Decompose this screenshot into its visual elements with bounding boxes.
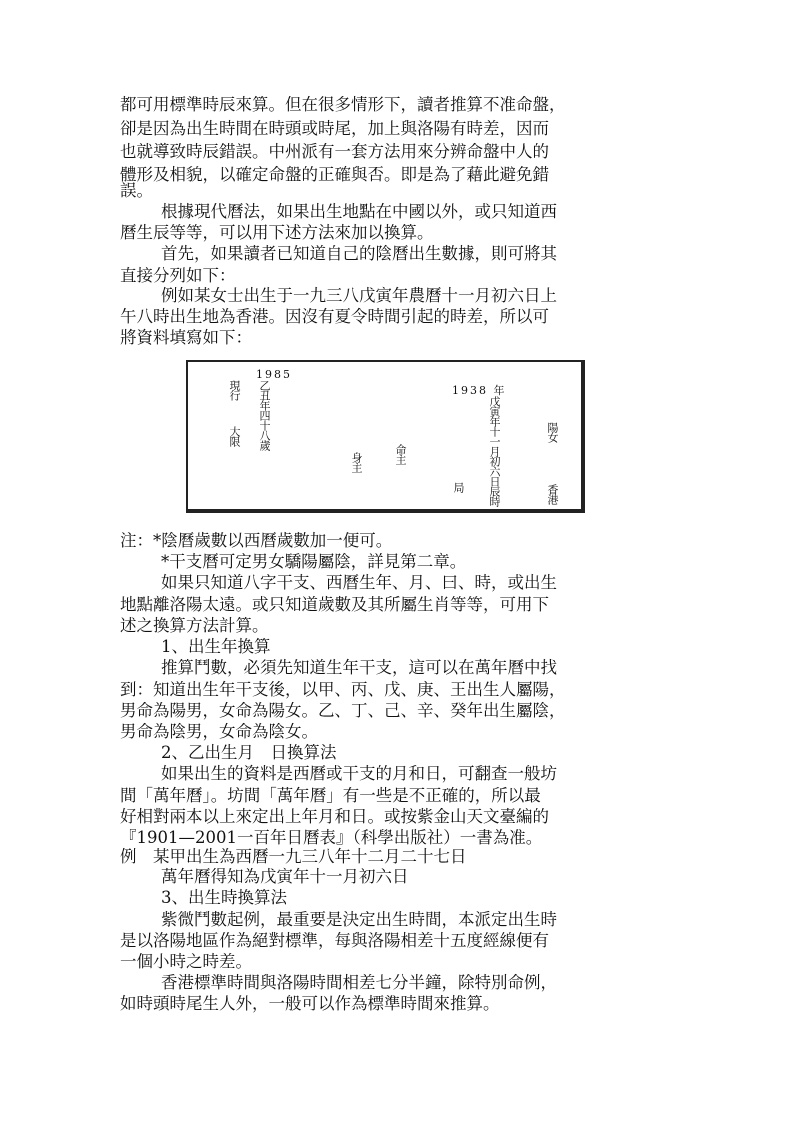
text-line: 將資料填寫如下：	[120, 328, 252, 347]
chart-current-label: 現行	[228, 380, 241, 400]
text-line: 間「萬年曆」。坊間「萬年曆」有一些是不正確的，所以最	[120, 786, 541, 805]
chart-box	[186, 360, 585, 513]
chart-year-1938: 1938 年	[452, 384, 507, 397]
text-line: 3、出生時換算法	[161, 888, 287, 907]
text-line: 是以洛陽地區作為絕對標準，每與洛陽相差十五度經線便有	[120, 931, 549, 950]
text-line: 注：*陰曆歲數以西曆歲數加一便可。	[120, 531, 393, 550]
text-line: 到：知道出生年干支後，以甲、丙、戊、庚、王出生人屬陽，	[120, 680, 566, 699]
text-line: 例如某女士出生于一九三八戊寅年農曆十一月初六日上	[161, 286, 557, 305]
text-line: 推算鬥數，必須先知道生年干支，這可以在萬年曆中找	[161, 658, 557, 677]
chart-ming-zhu-label: 命主	[394, 444, 407, 464]
text-line: 直接分列如下：	[120, 266, 236, 285]
text-line: 『1901—2001一百年日曆表』（科學出版社）一書為准。	[120, 828, 543, 847]
text-line: 如果出生的資料是西曆或干支的月和日，可翻查一般坊	[161, 764, 557, 783]
chart-birth-date: 戊寅年十一月初六日辰時	[488, 396, 501, 506]
chart-shen-zhu-label: 身主	[350, 452, 363, 472]
text-line: 都可用標準時辰來算。但在很多情形下，讀者推算不准命盤，	[120, 95, 566, 114]
text-line: 一個小時之時差。	[120, 952, 252, 971]
text-line: 卻是因為出生時間在時頭或時尾，加上與洛陽有時差，因而	[120, 119, 549, 138]
text-line: 如時頭時尾生人外，一般可以作為標準時間來推算。	[120, 994, 500, 1013]
chart-yang-nu-label: 陽女	[546, 422, 559, 442]
text-line: 萬年曆得知為戊寅年十一月初六日	[161, 867, 409, 886]
text-line: 好相對兩本以上來定出上年月和日。或按紫金山天文臺編的	[120, 807, 549, 826]
text-line: 午八時出生地為香港。因沒有夏令時間引起的時差，所以可	[120, 307, 549, 326]
text-line: 述之換算方法計算。	[120, 616, 269, 635]
chart-ju-label: 局	[452, 482, 465, 492]
text-line: 也就導致時辰錯誤。中州派有一套方法用來分辨命盤中人的	[120, 142, 549, 161]
text-line: 香港標準時間與洛陽時間相差七分半鐘，除特別命例，	[161, 973, 557, 992]
text-line: 例 某甲出生為西曆一九三八年十二月二十七日	[120, 847, 467, 866]
chart-hong-kong-label: 香港	[546, 484, 559, 504]
text-line: 紫微鬥數起例，最重要是決定出生時間，本派定出生時	[161, 910, 557, 929]
text-line: 首先，如果讀者已知道自己的陰曆出生數據，則可將其	[161, 244, 557, 263]
chart-da-xian-label: 大限	[228, 426, 241, 446]
text-line: 男命為陽男，女命為陽女。乙、丁、己、辛、癸年出生屬陰，	[120, 701, 566, 720]
text-line: 誤。	[120, 181, 153, 200]
text-line: 如果只知道八字干支、西曆生年、月、曰、時，或出生	[161, 573, 557, 592]
text-line: 2、乙出生月 日換算法	[161, 743, 337, 762]
text-line: 體形及相貌，以確定命盤的正確與否。即是為了藉此避免錯	[120, 165, 549, 184]
text-line: *干支曆可定男女驕陽屬陰，詳見第二章。	[161, 552, 467, 571]
text-line: 1、出生年換算	[161, 637, 271, 656]
chart-current-year-age: 乙丑年四十八歲	[258, 380, 271, 450]
chart-year-1985: 1985	[256, 368, 292, 381]
text-line: 地點離洛陽太遠。或只知道歲數及其所屬生肖等等，可用下	[120, 595, 549, 614]
text-line: 根據現代曆法，如果出生地點在中國以外，或只知道西	[161, 202, 557, 221]
text-line: 曆生辰等等，可以用下述方法來加以換算。	[120, 223, 434, 242]
text-line: 男命為陰男，女命為陰女。	[120, 722, 318, 741]
